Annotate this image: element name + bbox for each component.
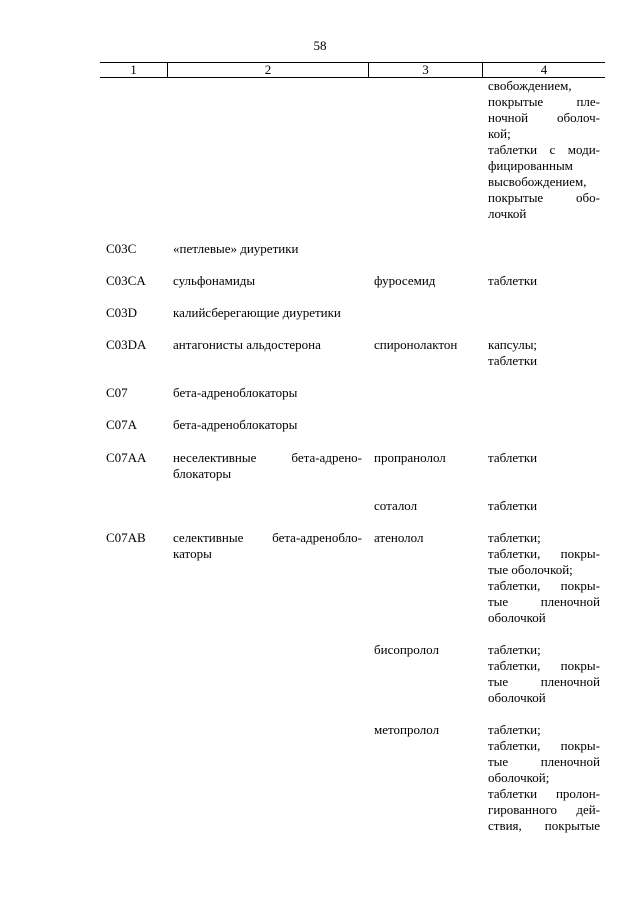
atc-code: C07A [106, 417, 138, 432]
form-line: таблетки, покры- [488, 578, 600, 593]
dosage-form: таблетки [488, 450, 538, 465]
form-line: таблетки с моди- [488, 142, 600, 157]
group-name: сульфонамиды [173, 273, 256, 288]
form-line: тые пленочной [488, 674, 600, 689]
form-line: капсулы; [488, 337, 538, 352]
atc-code: C03CA [106, 273, 146, 288]
header-col-3: 3 [422, 62, 429, 77]
form-line: фицированным [488, 158, 573, 173]
group-name-line: селективные бета-адренобло- [173, 530, 362, 545]
drug-name: бисопролол [374, 642, 439, 657]
drug-name: атенолол [374, 530, 424, 545]
table-header-row [100, 62, 605, 78]
form-line: ствия, покрытые [488, 818, 600, 833]
form-line: лочкой [488, 206, 527, 221]
group-name: калийсберегающие диуретики [173, 305, 341, 320]
dosage-form [488, 722, 600, 834]
atc-code: C07 [106, 385, 128, 400]
form-line: свобождением, [488, 78, 572, 93]
atc-code: C03DA [106, 337, 147, 352]
form-line: таблетки; [488, 722, 541, 737]
drug-name: соталол [374, 498, 418, 513]
drug-name: спиронолактон [374, 337, 458, 352]
form-line: таблетки, покры- [488, 738, 600, 753]
group-name: бета-адреноблокаторы [173, 417, 298, 432]
dosage-form: таблетки [488, 498, 538, 513]
group-name [173, 530, 362, 562]
header-col-1: 1 [130, 62, 137, 77]
drug-name: метопролол [374, 722, 440, 737]
form-line: оболочкой; [488, 770, 550, 785]
form-line: таблетки; [488, 642, 541, 657]
group-name: бета-адреноблокаторы [173, 385, 298, 400]
form-line: кой; [488, 126, 511, 141]
drug-name: фуросемид [374, 273, 436, 288]
form-line: покрытые пле- [488, 94, 600, 109]
group-name [173, 450, 362, 482]
page-number: 58 [313, 38, 327, 53]
atc-code: C07AA [106, 450, 147, 465]
form-line: таблетки, покры- [488, 546, 600, 561]
dosage-form [488, 642, 600, 706]
continuation-form-cell [488, 78, 600, 222]
dosage-form [488, 530, 600, 626]
form-line: тые пленочной [488, 594, 600, 609]
group-name-line: блокаторы [173, 466, 232, 481]
form-line: таблетки, покры- [488, 658, 600, 673]
atc-code: C07AB [106, 530, 146, 545]
form-line: таблетки пролон- [488, 786, 600, 801]
group-name-line: каторы [173, 546, 212, 561]
header-col-4: 4 [540, 62, 548, 77]
form-line: тые пленочной [488, 754, 600, 769]
form-line: оболочкой [488, 610, 546, 625]
form-line: таблетки; [488, 530, 541, 545]
form-line: ночной оболоч- [488, 110, 600, 125]
form-line: высвобождением, [488, 174, 587, 189]
header-col-2: 2 [264, 62, 272, 77]
form-line: покрытые обо- [488, 190, 600, 205]
group-name-line: неселективные бета-адрено- [173, 450, 362, 465]
group-name: «петлевые» диуретики [173, 241, 299, 256]
form-line: тые оболочкой; [488, 562, 573, 577]
atc-code: C03D [106, 305, 138, 320]
form-line: таблетки [488, 353, 538, 368]
form-line: оболочкой [488, 690, 546, 705]
form-line: гированного дей- [488, 802, 600, 817]
group-name: антагонисты альдостерона [173, 337, 321, 352]
atc-code: C03C [106, 241, 137, 256]
dosage-form: таблетки [488, 273, 538, 288]
drug-name: пропранолол [374, 450, 446, 465]
dosage-form [488, 337, 537, 369]
